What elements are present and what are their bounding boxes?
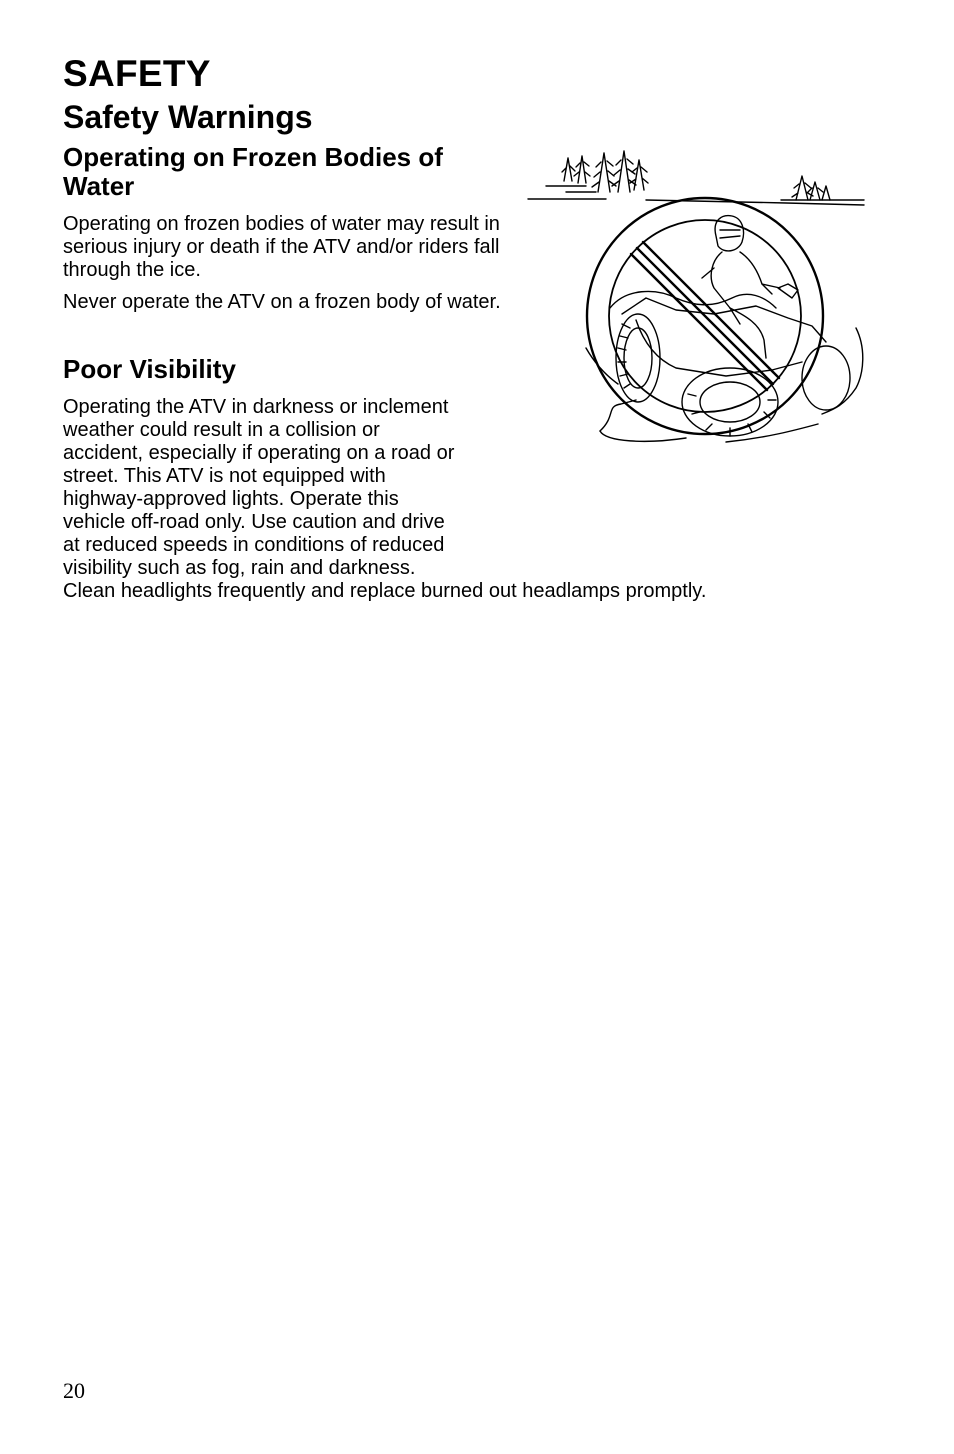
frozen-water-section	[63, 143, 513, 314]
poor-visibility-heading: Poor Visibility	[63, 354, 236, 384]
no-atv-on-ice-icon	[526, 148, 866, 450]
page-number: 20	[63, 1378, 85, 1403]
section-title: Safety Warnings	[63, 99, 313, 135]
poor-visibility-paragraph: Operating the ATV in darkness or inclement weather could result in a collision or accident, especially if operating on a road or street. This ATV is not equipped with highway-approved lights. Operate this vehicle off-road only. Use caution and drive at reduced speeds in conditions of reduced visibility such as fog, rain and darkness. Clean headlights frequently and replace burned out headlamps promptly.	[63, 396, 707, 602]
chapter-title: SAFETY	[63, 53, 211, 94]
frozen-water-paragraph-1: Operating on frozen bodies of water may result in serious injury or death if the ATV and/or riders fall through the ice.	[63, 213, 500, 281]
frozen-water-heading: Operating on Frozen Bodies of Water	[63, 142, 443, 201]
frozen-water-paragraph-2: Never operate the ATV on a frozen body of water.	[63, 291, 501, 313]
